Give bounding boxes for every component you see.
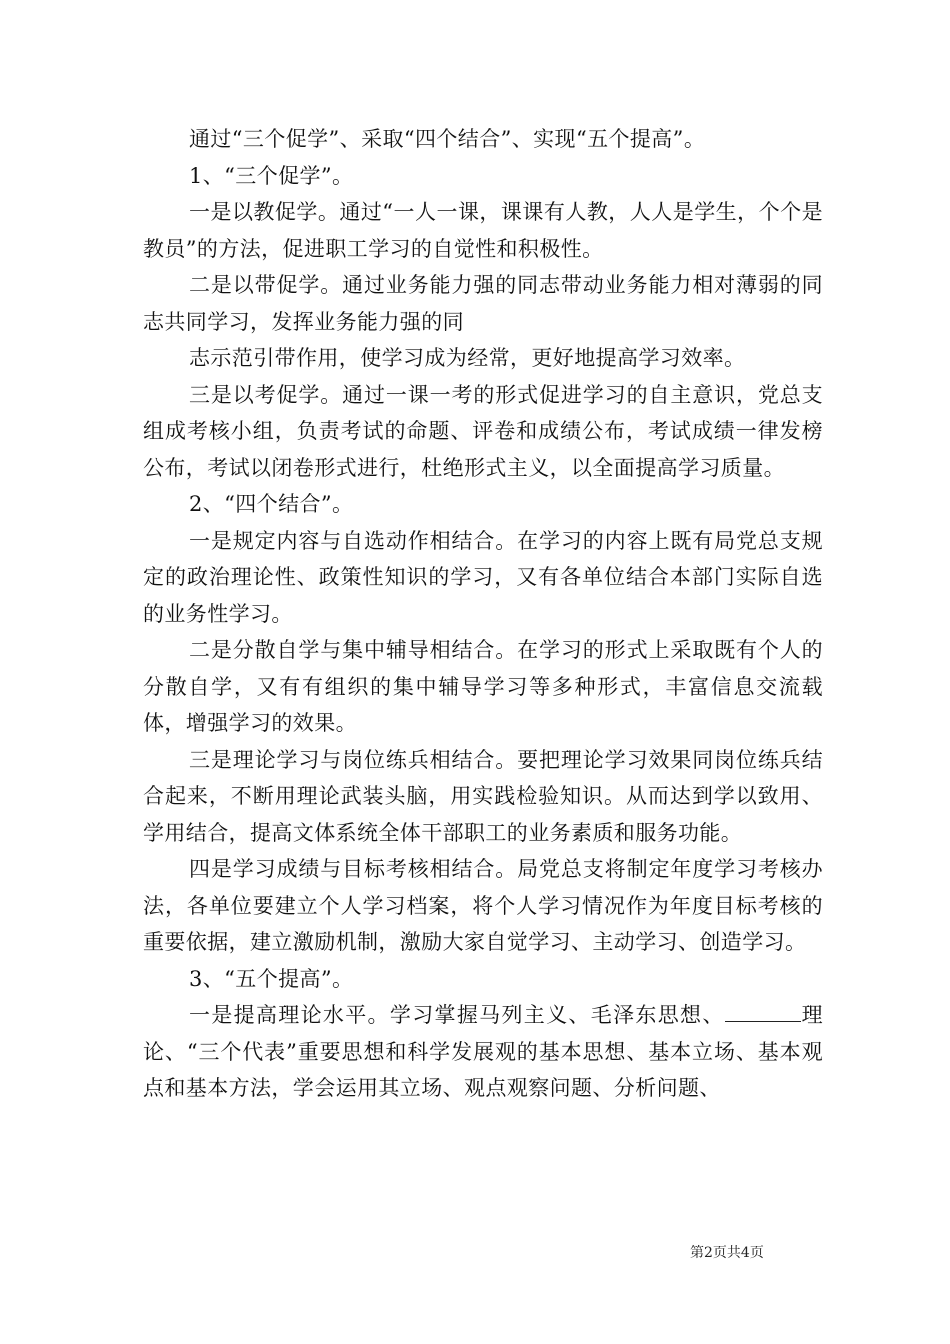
page-number-footer: 第2页共4页 [690,1245,764,1261]
section-heading-five-improvements: 3、“五个提高”。 [189,966,354,991]
paragraph-text-before-blank: 一是提高理论水平。学习掌握马列主义、毛泽东思想、 [189,1003,725,1027]
section-heading-four-combinations: 2、“四个结合”。 [189,492,354,516]
paragraph: 四是学习成绩与目标考核相结合。局党总支将制定年度学习考核办法，各单位要建立个人学习档案，将个人学习情况作为年度目标考核的重要依据，建立激励机制，激励大家自觉学习、主动学习、创造学习。 [143,857,823,954]
paragraph: 三是以考促学。通过一课一考的形式促进学习的自主意识，党总支组成考核小组，负责考试的命题、评卷和成绩公布，考试成绩一律发榜公布，考试以闭卷形式进行，杜绝形式主义，以全面提高学习质量。 [143,382,823,480]
paragraph-text-after-blank: 理论、“三个代表”重要思想和科学发展观的基本思想、基本立场、基本观点和基本方法，学会运用其立场、观点观察问题、分析问题、 [143,1003,823,1100]
paragraph-with-blank [143,997,823,1107]
paragraph: 通过“三个促学”、采取“四个结合”、实现“五个提高”。 [189,127,706,151]
paragraph: 三是理论学习与岗位练兵相结合。要把理论学习效果同岗位练兵结合起来，不断用理论武装头脑，用实践检验知识。从而达到学以致用、学用结合，提高文体系统全体干部职工的业务素质和服务功能。 [143,747,823,845]
fill-in-blank [725,1003,801,1022]
paragraph: 一是规定内容与自选动作相结合。在学习的内容上既有局党总支规定的政治理论性、政策性知识的学习，又有各单位结合本部门实际自选的业务性学习。 [143,528,823,626]
paragraph: 二是分散自学与集中辅导相结合。在学习的形式上采取既有个人的分散自学，又有有组织的集中辅导学习等多种形式，丰富信息交流载体，增强学习的效果。 [143,638,823,735]
paragraph: 二是以带促学。通过业务能力强的同志带动业务能力相对薄弱的同志共同学习，发挥业务能力强的同 [143,273,823,334]
paragraph: 志示范引带作用，使学习成为经常，更好地提高学习效率。 [189,346,746,370]
document-body [143,121,823,1107]
paragraph: 一是以教促学。通过“一人一课，课课有人教，人人是学生，个个是教员”的方法，促进职工学习的自觉性和积极性。 [143,200,823,261]
section-heading-three-promotions: 1、“三个促学”。 [189,163,354,188]
